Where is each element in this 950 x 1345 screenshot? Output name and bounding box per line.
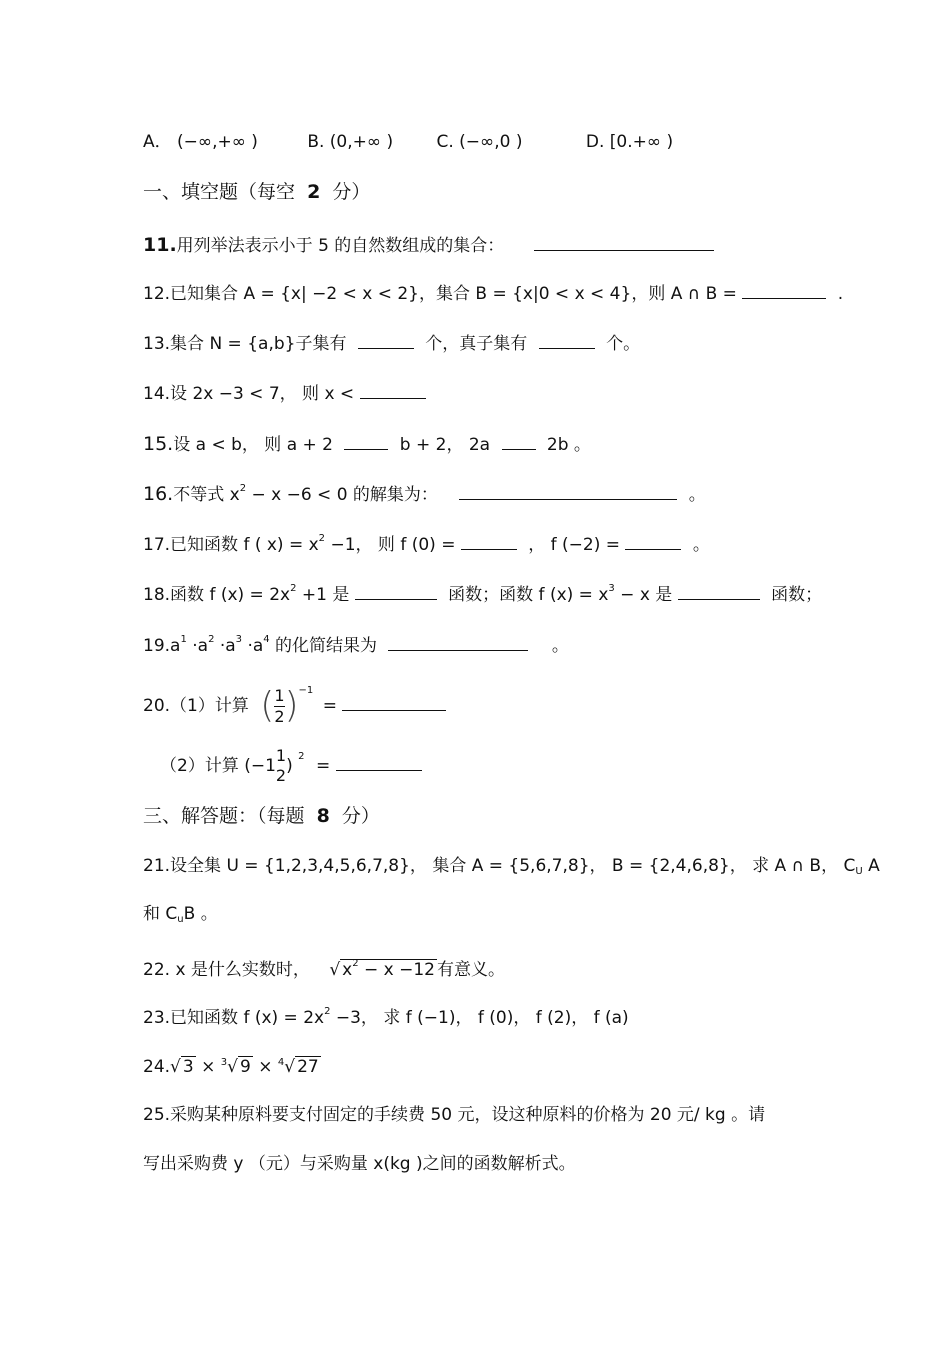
q18-exponent-2: 3 [608,583,615,594]
q16-number: 16. [143,483,174,505]
q21-line1-end: A [862,856,880,876]
question-25-line-1: 25.采购某种原料要支付固定的手续费 50 元，设这种原料的价格为 20 元/ kg 。请 [143,1105,766,1125]
q20-equals: = [322,696,337,716]
question-17 [143,531,710,557]
q21-line2-b: B 。 [183,904,218,924]
section-heading-fill [143,180,370,204]
q16-period: 。 [688,485,706,505]
q14-answer-blank[interactable] [360,380,426,399]
q19-period: 。 [551,636,569,656]
q18-blank-2[interactable] [678,581,760,600]
q15-blank-2[interactable] [502,431,536,450]
q18-text-e: 函数； [771,585,823,605]
section-fill-points: 2 [307,181,321,203]
q19-exp-2: 2 [208,634,215,645]
question-20-part-2 [160,742,428,792]
section-answer-points: 8 [316,805,330,827]
q24-sqrt-icon-1: √ [170,1057,181,1077]
q20-exponent-2: 2 [298,751,305,762]
q22-sqrt-icon: √ [329,960,341,980]
q16-exponent: 2 [239,483,247,494]
q20-part1-blank[interactable] [342,692,446,711]
q20-frac2-numerator: 1 [275,746,287,765]
q21-sub-2: u [177,914,184,925]
q13-text-a: 13.集合 N = {a,b}子集有 [143,334,347,354]
q24-times-1: × [195,1057,221,1077]
question-19 [143,632,569,658]
q20-close-paren: ) [286,756,299,776]
q19-a4: ·a [242,636,264,656]
q24-radicand-2: 9 [240,1057,251,1077]
q11-answer-blank[interactable] [534,232,714,251]
q24-radicand-1: 3 [182,1057,194,1077]
q18-text-b: +1 是 [296,585,350,605]
question-13 [143,330,640,356]
q24-root-index-3: 4 [277,1057,285,1068]
question-16 [143,481,706,507]
option-d: D. [0.+∞ ) [585,132,674,152]
question-20-part-1 [143,680,452,732]
q15-text-b: b + 2， 2a [399,435,491,455]
question-15 [143,431,591,457]
q23-exponent: 2 [324,1006,331,1017]
q19-exp-1: 1 [180,634,187,645]
q18-text-d: − x 是 [614,585,673,605]
section-answer-prefix: 三、解答题：（每题 [143,805,305,827]
q19-exp-3: 3 [235,634,243,645]
q19-a1: 19.a [143,636,181,656]
option-c: C. (−∞,0 ) [436,132,523,152]
q12-text: 12.已知集合 A = {x| −2 < x < 2}，集合 B = {x|0 < x < 4}，则 A ∩ B = [143,284,737,304]
q24-sqrt-icon-2: √ [227,1057,238,1077]
q20-frac-denominator: 2 [274,706,285,726]
section-answer-suffix: 分） [341,805,380,827]
q20-exponent: −1 [298,685,314,696]
q14-text: 14.设 2x −3 < 7， 则 x < [143,384,355,404]
q19-a2: ·a [186,636,209,656]
section-fill-suffix: 分） [332,181,371,203]
q19-a3: ·a [214,636,236,656]
q20-part2-blank[interactable] [336,752,422,771]
option-a: A． (−∞,+∞ ) [143,132,258,152]
q24-radicand-3: 27 [297,1057,319,1077]
question-11 [143,232,720,258]
q13-subset-blank[interactable] [358,330,414,349]
q22-exponent: 2 [352,958,359,969]
q17-text-b: −1， 则 f (0) = [325,535,456,555]
question-21-line-2 [143,902,218,926]
q24-times-2: × [252,1057,278,1077]
q20-frac-numerator: 1 [274,685,285,705]
q18-blank-1[interactable] [355,581,437,600]
q19-answer-blank[interactable] [388,632,528,651]
q19-text-b: 的化简结果为 [269,636,378,656]
question-18 [143,581,822,607]
q20-equals-2: = [315,756,331,776]
q20-frac2-denominator: 2 [275,766,287,785]
q22-text-b: 有意义。 [437,960,505,980]
q20-fraction [274,686,284,727]
q15-text-c: 2b 。 [546,435,591,455]
q24-sqrt-icon-3: √ [284,1057,296,1077]
q13-text-c: 个。 [606,334,641,354]
q20-left-paren-icon: ( [260,685,275,726]
question-24 [143,1055,321,1079]
q21-sub-1: U [855,866,863,877]
q20-fraction-2 [276,746,286,786]
q18-text-a: 18.函数 f (x) = 2x [143,585,291,605]
q22-radicand-a: x [342,960,353,980]
q11-number: 11. [143,234,177,256]
question-21-line-1 [143,854,880,878]
q23-text-a: 23.已知函数 f (x) = 2x [143,1008,325,1028]
q16-text-a: 不等式 x [173,485,240,505]
q20-right-paren-icon: ) [284,685,299,726]
q24-label: 24. [143,1057,171,1077]
question-12 [143,280,843,306]
q17-period: 。 [692,535,710,555]
q22-text-a: 22. x 是什么实数时， [143,960,310,980]
question-25-line-2: 写出采购费 y （元）与采购量 x(kg )之间的函数解析式。 [143,1154,576,1174]
q18-exponent-1: 2 [290,583,297,594]
q16-text-b: − x −6 < 0 的解集为： [246,485,438,505]
q11-text: 用列举法表示小于 5 的自然数组成的集合： [176,236,505,256]
q15-blank-1[interactable] [344,431,388,450]
q13-text-b: 个，真子集有 [425,334,528,354]
q22-radicand [340,959,437,980]
section-heading-answer [143,804,380,828]
section-fill-prefix: 一、填空题（每空 [143,181,296,203]
q24-root-index-2: 3 [220,1057,228,1068]
q18-text-c: 函数；函数 f (x) = x [448,585,609,605]
q17-blank-2[interactable] [625,531,681,550]
q17-blank-1[interactable] [461,531,517,550]
question-23 [143,1006,629,1030]
q17-text-a: 17.已知函数 f ( x) = x [143,535,319,555]
q21-line1: 21.设全集 U = {1,2,3,4,5,6,7,8}， 集合 A = {5,6,7,8}， B = {2,4,6,8}， 求 A ∩ B， C [143,856,856,876]
question-22 [143,958,505,982]
q16-answer-blank[interactable] [459,481,677,500]
option-b: B. (0,+∞ ) [307,132,394,152]
q15-text-a: 设 a < b， 则 a + 2 [173,435,333,455]
q17-exponent: 2 [318,533,326,544]
q22-radicand-b: − x −12 [358,960,435,980]
q19-exp-4: 4 [263,634,270,645]
options-row [143,130,673,154]
q20-part2-label: （2）计算 (−1 [160,756,276,776]
q12-period: . [837,284,844,304]
q23-text-b: −3， 求 f (−1)， f (0)， f (2)， f (a) [330,1008,629,1028]
question-14 [143,380,432,406]
q20-part1-label: 20.（1）计算 [143,696,249,716]
q12-answer-blank[interactable] [742,280,826,299]
q13-proper-subset-blank[interactable] [539,330,595,349]
q17-text-c: ， f (−2) = [528,535,621,555]
q21-line2-a: 和 C [143,904,178,924]
q15-number: 15. [143,433,174,455]
